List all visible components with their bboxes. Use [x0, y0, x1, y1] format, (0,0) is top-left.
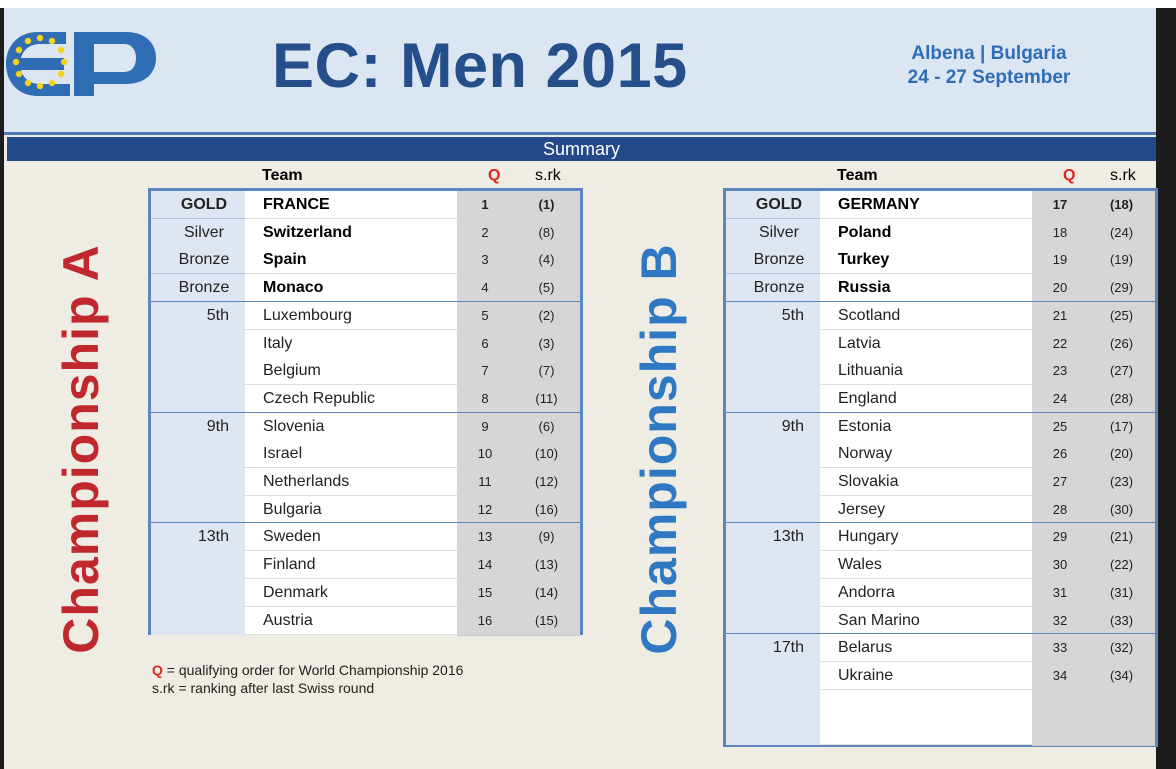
table-row: [726, 496, 1155, 524]
team-cell: Austria: [245, 607, 457, 635]
table-row: [726, 357, 1155, 385]
rank-cell: [151, 330, 257, 358]
q-cell: 4: [457, 274, 513, 303]
rank-cell: [151, 496, 257, 524]
venue-dates: 24 - 27 September: [907, 67, 1071, 88]
table-row: [726, 246, 1155, 274]
srk-cell: (23): [1088, 468, 1155, 497]
q-cell: 25: [1032, 413, 1088, 442]
q-cell: 20: [1032, 274, 1088, 303]
table-row: [726, 690, 1155, 718]
q-cell: 27: [1032, 468, 1088, 497]
rank-cell: Bronze: [151, 274, 257, 302]
table-row: [151, 330, 580, 358]
srk-cell: (19): [1088, 246, 1155, 275]
team-cell: Andorra: [820, 579, 1032, 607]
table-row: [151, 385, 580, 413]
team-cell: Slovenia: [245, 413, 457, 441]
event-venue: [884, 42, 1094, 90]
team-cell: Russia: [820, 274, 1032, 302]
team-cell: Belgium: [245, 357, 457, 385]
q-column-header-a: Q: [488, 167, 501, 184]
table-row: [726, 579, 1155, 607]
q-cell: 30: [1032, 551, 1088, 580]
q-cell: 7: [457, 357, 513, 386]
team-cell: Ukraine: [820, 662, 1032, 690]
srk-cell: (3): [513, 330, 580, 359]
table-row: [151, 468, 580, 496]
rank-cell: [151, 579, 257, 607]
q-cell: 13: [457, 523, 513, 552]
team-cell: Monaco: [245, 274, 457, 302]
rank-cell: [151, 357, 257, 385]
rank-cell: Bronze: [726, 246, 832, 274]
team-cell: Latvia: [820, 330, 1032, 358]
team-cell: Poland: [820, 219, 1032, 247]
team-column-header-a: Team: [262, 167, 303, 184]
q-cell: 21: [1032, 302, 1088, 331]
q-cell: 26: [1032, 440, 1088, 469]
team-cell: Italy: [245, 330, 457, 358]
srk-cell: (2): [513, 302, 580, 331]
srk-cell: (16): [513, 496, 580, 525]
rank-cell: 5th: [151, 302, 257, 330]
rank-cell: 13th: [151, 523, 257, 551]
q-cell: 18: [1032, 219, 1088, 248]
srk-cell: (10): [513, 440, 580, 469]
srk-cell: (15): [513, 607, 580, 636]
srk-cell: (29): [1088, 274, 1155, 303]
summary-bar: Summary: [7, 137, 1156, 161]
rank-cell: [151, 440, 257, 468]
rank-cell: 9th: [151, 413, 257, 441]
legend-srk-line: s.rk = ranking after last Swiss round: [152, 680, 375, 696]
rank-cell: GOLD: [151, 191, 257, 219]
q-cell: 9: [457, 413, 513, 442]
q-cell: 17: [1032, 191, 1088, 220]
rank-cell: GOLD: [726, 191, 832, 219]
table-row: [151, 302, 580, 330]
srk-cell: (12): [513, 468, 580, 497]
q-cell: 6: [457, 330, 513, 359]
q-cell: 28: [1032, 496, 1088, 525]
q-cell: 31: [1032, 579, 1088, 608]
table-row: [151, 523, 580, 551]
team-cell: Switzerland: [245, 219, 457, 247]
table-row: [151, 246, 580, 274]
srk-cell: (31): [1088, 579, 1155, 608]
legend-q-symbol: Q: [152, 662, 163, 678]
srk-column-header-a: s.rk: [535, 167, 561, 184]
rank-cell: 17th: [726, 634, 832, 662]
srk-cell: (20): [1088, 440, 1155, 469]
rank-cell: [726, 690, 832, 718]
srk-cell: (8): [513, 219, 580, 248]
table-row: [726, 191, 1155, 219]
srk-cell: (25): [1088, 302, 1155, 331]
team-cell: England: [820, 385, 1032, 413]
table-row: [151, 579, 580, 607]
rank-cell: Bronze: [726, 274, 832, 302]
srk-cell: (24): [1088, 219, 1155, 248]
srk-cell: (28): [1088, 385, 1155, 414]
table-row: [151, 219, 580, 247]
team-cell: Spain: [245, 246, 457, 274]
srk-cell: (30): [1088, 496, 1155, 525]
team-cell: Turkey: [820, 246, 1032, 274]
table-row: [726, 634, 1155, 662]
team-cell: Norway: [820, 440, 1032, 468]
table-row: [151, 413, 580, 441]
q-cell: 29: [1032, 523, 1088, 552]
srk-cell: (11): [513, 385, 580, 414]
table-row: [151, 357, 580, 385]
q-cell: 10: [457, 440, 513, 469]
srk-cell: (26): [1088, 330, 1155, 359]
team-cell: FRANCE: [245, 191, 457, 219]
q-cell: 22: [1032, 330, 1088, 359]
team-cell: Wales: [820, 551, 1032, 579]
table-row: [726, 413, 1155, 441]
team-cell: [820, 717, 1032, 745]
page-header: [4, 8, 1156, 132]
q-cell: [1032, 690, 1088, 719]
team-cell: GERMANY: [820, 191, 1032, 219]
table-row: [726, 302, 1155, 330]
q-cell: 12: [457, 496, 513, 525]
srk-cell: (6): [513, 413, 580, 442]
group-divider: [726, 301, 1155, 302]
team-cell: Hungary: [820, 523, 1032, 551]
rank-cell: [726, 607, 832, 635]
rank-cell: [726, 385, 832, 413]
srk-cell: (14): [513, 579, 580, 608]
srk-cell: (5): [513, 274, 580, 303]
table-row: [726, 219, 1155, 247]
rank-cell: [726, 662, 832, 690]
srk-cell: (13): [513, 551, 580, 580]
rank-cell: 13th: [726, 523, 832, 551]
table-row: [726, 523, 1155, 551]
q-cell: 15: [457, 579, 513, 608]
table-row: [726, 717, 1155, 745]
table-row: [151, 274, 580, 302]
group-divider: [151, 301, 580, 302]
championship-b-table: [723, 188, 1158, 747]
ep-logo: [4, 24, 164, 104]
team-cell: Bulgaria: [245, 496, 457, 524]
rank-cell: 5th: [726, 302, 832, 330]
rank-cell: [726, 551, 832, 579]
team-column-header-b: Team: [837, 167, 878, 184]
q-column-header-b: Q: [1063, 167, 1076, 184]
q-cell: 34: [1032, 662, 1088, 691]
table-row: [151, 496, 580, 524]
srk-cell: (32): [1088, 634, 1155, 663]
srk-cell: (33): [1088, 607, 1155, 636]
srk-column-header-b: s.rk: [1110, 167, 1136, 184]
championship-b-title: Championship B: [631, 243, 687, 655]
championship-a-table: [148, 188, 583, 635]
q-cell: 24: [1032, 385, 1088, 414]
rank-cell: [726, 468, 832, 496]
srk-cell: (7): [513, 357, 580, 386]
group-divider: [726, 522, 1155, 523]
rank-cell: 9th: [726, 413, 832, 441]
q-cell: 23: [1032, 357, 1088, 386]
table-row: [151, 551, 580, 579]
table-row: [151, 607, 580, 635]
ep-logo-graphic: [4, 24, 164, 104]
table-row: [151, 440, 580, 468]
q-cell: 2: [457, 219, 513, 248]
srk-cell: (34): [1088, 662, 1155, 691]
rank-cell: [151, 551, 257, 579]
q-cell: 33: [1032, 634, 1088, 663]
srk-cell: (9): [513, 523, 580, 552]
q-cell: 1: [457, 191, 513, 220]
legend-q-line: [152, 661, 463, 679]
group-divider: [726, 633, 1155, 634]
team-cell: Luxembourg: [245, 302, 457, 330]
rank-cell: [151, 607, 257, 635]
team-cell: Denmark: [245, 579, 457, 607]
venue-location: Albena | Bulgaria: [911, 43, 1067, 64]
srk-cell: (4): [513, 246, 580, 275]
team-cell: Finland: [245, 551, 457, 579]
rank-cell: [726, 717, 832, 745]
window-top-edge: [0, 0, 1176, 8]
team-cell: Slovakia: [820, 468, 1032, 496]
table-row: [726, 662, 1155, 690]
page-title: EC: Men 2015: [272, 31, 688, 101]
header-divider: [4, 132, 1156, 135]
results-page: [4, 8, 1156, 769]
team-cell: Lithuania: [820, 357, 1032, 385]
team-cell: Jersey: [820, 496, 1032, 524]
table-row: [726, 274, 1155, 302]
srk-cell: [1088, 717, 1155, 746]
team-cell: Czech Republic: [245, 385, 457, 413]
q-cell: 11: [457, 468, 513, 497]
rank-cell: [726, 357, 832, 385]
team-cell: Sweden: [245, 523, 457, 551]
team-cell: Estonia: [820, 413, 1032, 441]
rank-cell: Bronze: [151, 246, 257, 274]
rank-cell: [726, 579, 832, 607]
srk-cell: (22): [1088, 551, 1155, 580]
rank-cell: Silver: [726, 219, 832, 247]
team-cell: San Marino: [820, 607, 1032, 635]
group-divider: [151, 412, 580, 413]
championship-a-title: Championship A: [53, 244, 109, 654]
group-divider: [151, 522, 580, 523]
team-cell: Scotland: [820, 302, 1032, 330]
q-cell: 32: [1032, 607, 1088, 636]
srk-cell: [1088, 690, 1155, 719]
srk-cell: (18): [1088, 191, 1155, 220]
team-cell: Netherlands: [245, 468, 457, 496]
table-row: [726, 330, 1155, 358]
rank-cell: Silver: [151, 219, 257, 247]
q-cell: 3: [457, 246, 513, 275]
table-row: [726, 385, 1155, 413]
q-cell: [1032, 717, 1088, 746]
team-cell: Belarus: [820, 634, 1032, 662]
table-row: [726, 607, 1155, 635]
q-cell: 16: [457, 607, 513, 636]
rank-cell: [726, 330, 832, 358]
table-row: [726, 468, 1155, 496]
rank-cell: [726, 440, 832, 468]
q-cell: 5: [457, 302, 513, 331]
table-row: [726, 551, 1155, 579]
rank-cell: [151, 468, 257, 496]
srk-cell: (1): [513, 191, 580, 220]
srk-cell: (27): [1088, 357, 1155, 386]
table-row: [151, 191, 580, 219]
srk-cell: (21): [1088, 523, 1155, 552]
q-cell: 8: [457, 385, 513, 414]
rank-cell: [726, 496, 832, 524]
legend-q-text: = qualifying order for World Championship 2016: [162, 662, 464, 678]
team-cell: [820, 690, 1032, 718]
legend: [152, 661, 463, 697]
rank-cell: [151, 385, 257, 413]
team-cell: Israel: [245, 440, 457, 468]
group-divider: [726, 412, 1155, 413]
srk-cell: (17): [1088, 413, 1155, 442]
q-cell: 19: [1032, 246, 1088, 275]
q-cell: 14: [457, 551, 513, 580]
table-row: [726, 440, 1155, 468]
